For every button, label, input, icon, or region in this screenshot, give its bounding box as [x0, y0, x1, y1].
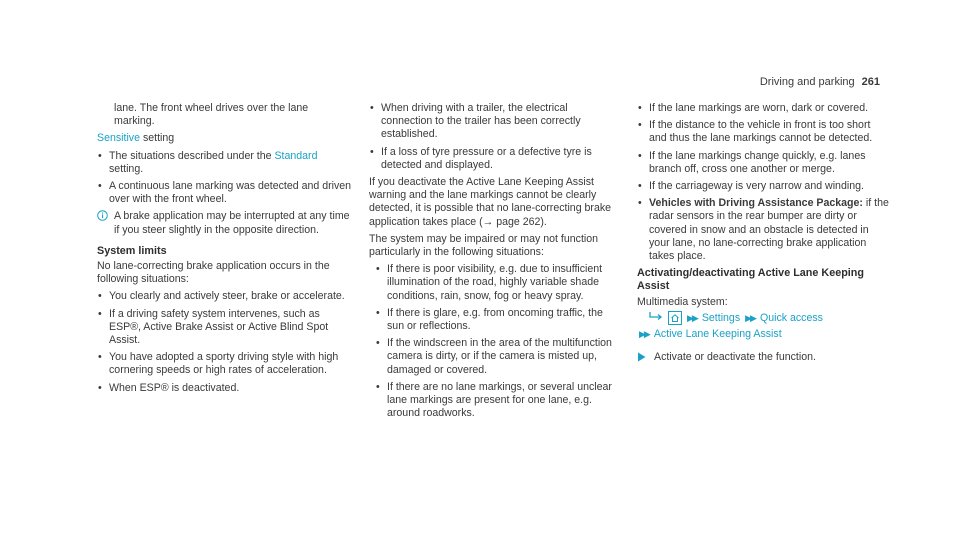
- action-text: Activate or deactivate the function.: [654, 351, 816, 364]
- info-icon: [97, 210, 108, 225]
- list-item: • If the distance to the vehicle in front is too short and thus the lane markings cannot be detected.: [638, 119, 873, 145]
- list-item: • When driving with a trailer, the electrical connection to the trailer has been correctly established.: [370, 102, 581, 141]
- list-item: • If the windscreen in the area of the multifunction camera is dirty, or if the camera is misted up, damaged or covered.: [376, 337, 612, 376]
- return-arrow-icon: [649, 311, 663, 326]
- active-lane-keeping-assist-menu-item[interactable]: Active Lane Keeping Assist: [653, 328, 782, 341]
- limits-bullets: [97, 290, 352, 394]
- list-item: • If there is poor visibility, e.g. due to insufficient illumination of the road, highly variable shade conditions, rain, snow, fog or heavy spray.: [376, 263, 603, 302]
- intro-text: lane. The front wheel drives over the lane marking.: [114, 102, 309, 128]
- limits-intro: No lane-correcting brake application occurs in the following situations:: [97, 260, 330, 286]
- deactivate-paragraph: If you deactivate the Active Lane Keeping Assist warning and the lane markings cannot be clearly detected, it is possible that no lane-correcting brake application takes place (→ page 262).: [369, 176, 612, 228]
- section-title: Driving and parking: [759, 76, 855, 88]
- sensitive-setting-heading: Sensitive setting: [97, 132, 175, 145]
- list-item: • If there is glare, e.g. from oncoming traffic, the sun or reflections.: [376, 306, 603, 333]
- list-item: • The situations described under the Standard setting.: [98, 149, 318, 175]
- list-item: • Vehicles with Driving Assistance Package: if the radar sensors in the rear bumper are dirty or covered in snow and an obstacle is detected in your lane, no lane-correcting brake application takes place.: [638, 197, 889, 263]
- list-item: • If the carriageway is very narrow and winding.: [638, 180, 864, 193]
- list-item: • If a driving safety system intervenes, such as ESP®, Active Brake Assist or Active Blind Spot Assist.: [98, 307, 329, 347]
- activating-heading: Activating/deactivating Active Lane Keeping Assist: [637, 267, 864, 293]
- standard-link[interactable]: Standard: [274, 149, 318, 162]
- action-step: [637, 351, 889, 364]
- multimedia-label: Multimedia system:: [637, 295, 728, 308]
- list-item: • If the lane markings are worn, dark or covered.: [638, 102, 869, 114]
- settings-menu-item[interactable]: Settings: [701, 311, 741, 324]
- impaired-intro: The system may be impaired or may not function particularly in the following situations:: [369, 232, 599, 259]
- list-item: • If there are no lane markings, or several unclear lane markings are present for one lane, e.g. around roadworks.: [376, 380, 612, 420]
- list-item: • You clearly and actively steer, brake or accelerate.: [98, 290, 345, 303]
- page-header: [760, 76, 880, 89]
- quick-access-menu-item[interactable]: Quick access: [759, 311, 823, 324]
- double-chevron-right-icon: ▶▶: [639, 329, 649, 340]
- play-triangle-icon: [637, 352, 646, 366]
- info-note: A brake application may be interrupted at any time if you steer slightly in the opposite direction.: [97, 210, 352, 236]
- list-item: • When ESP® is deactivated.: [98, 381, 240, 394]
- column-middle: [369, 102, 621, 424]
- list-item: • If the lane markings change quickly, e.g. lanes branch off, cross one another or merge.: [638, 149, 866, 175]
- double-chevron-right-icon: ▶▶: [687, 312, 697, 323]
- trailer-bullets: [369, 102, 621, 172]
- list-item: • A continuous lane marking was detected and driven over with the front wheel.: [98, 180, 352, 206]
- list-item: • You have adopted a sporty driving style with high cornering speeds or high rates of acceleration.: [98, 351, 339, 377]
- column-left: [97, 102, 352, 399]
- double-chevron-right-icon: ▶▶: [745, 312, 755, 323]
- list-item: • If a loss of tyre pressure or a defective tyre is detected and displayed.: [370, 145, 592, 171]
- sensitive-label: Sensitive: [97, 132, 140, 145]
- home-icon[interactable]: [668, 311, 682, 325]
- menu-path: [637, 311, 889, 341]
- sensitive-bullets: [97, 150, 352, 207]
- column-right: [637, 102, 889, 364]
- page-number: 261: [861, 76, 880, 88]
- limits-continued-bullets: [637, 102, 889, 263]
- system-limits-heading: System limits: [97, 244, 167, 257]
- impaired-bullets: [369, 263, 621, 420]
